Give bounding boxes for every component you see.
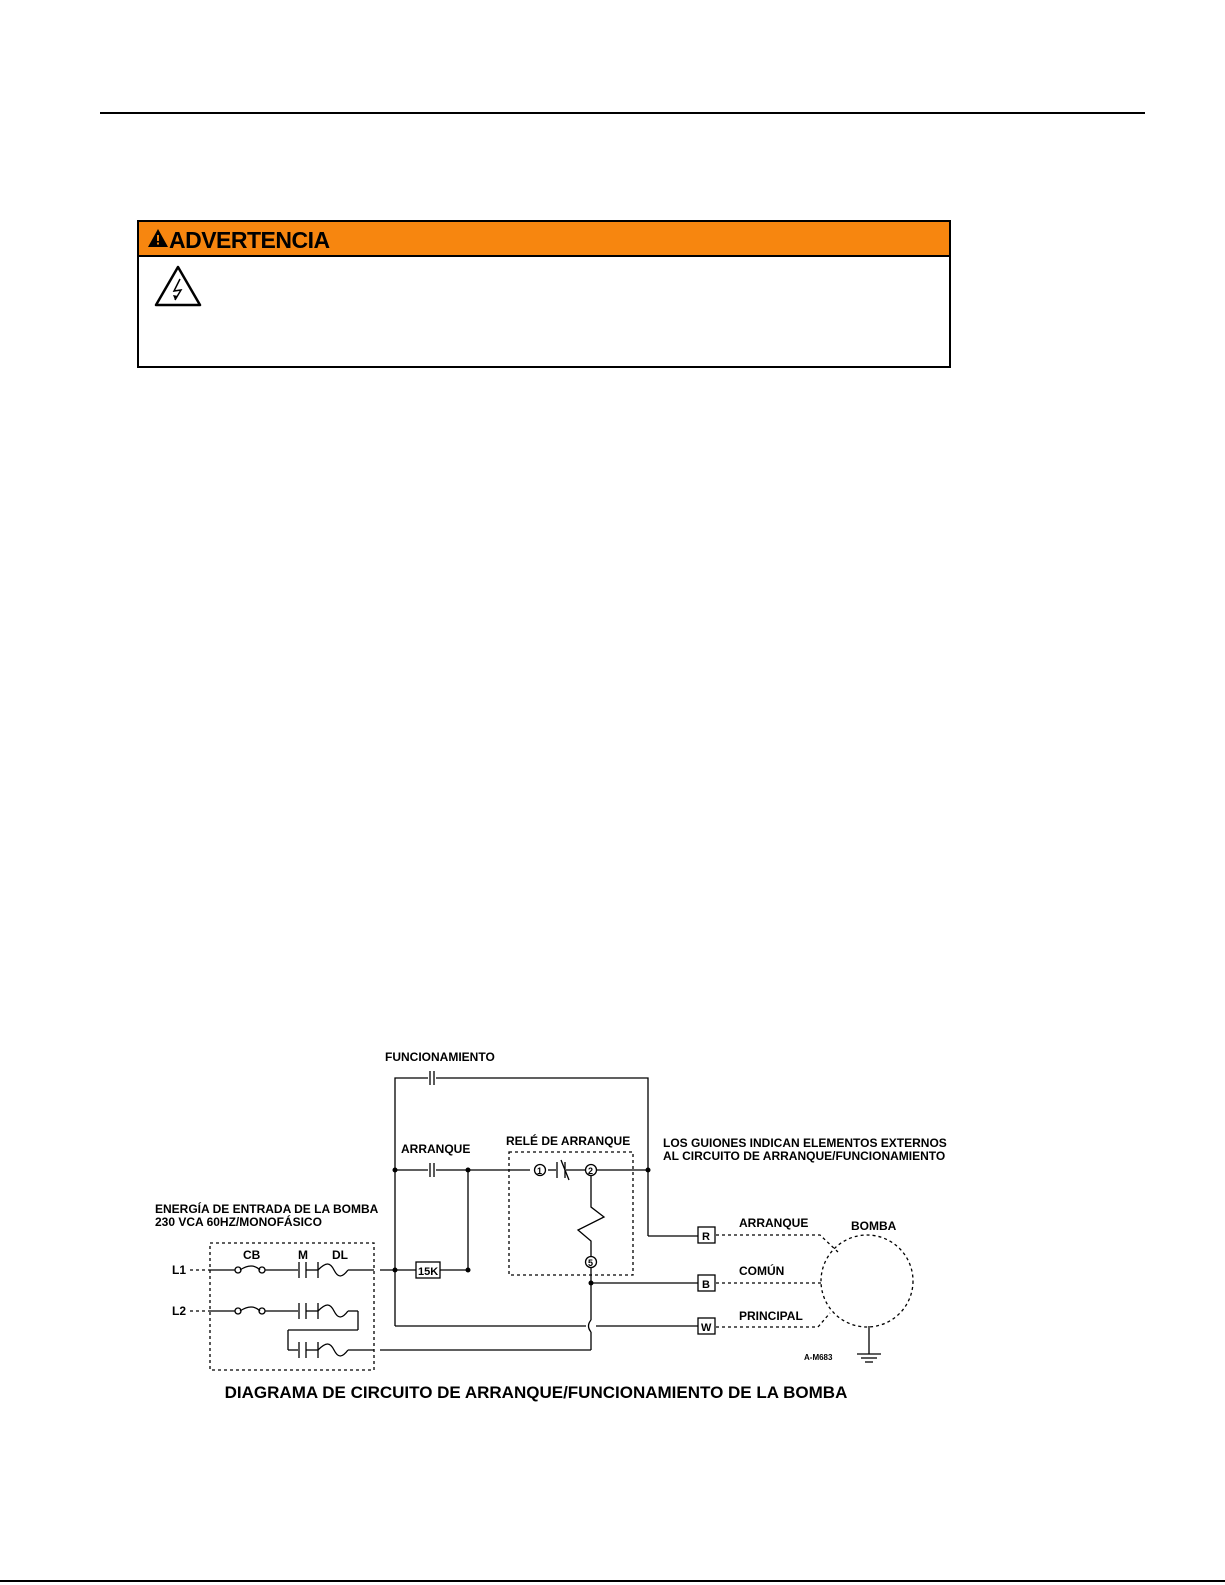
run-wire-left xyxy=(395,1078,428,1170)
label-pin5: 5 xyxy=(588,1258,594,1268)
label-motor-common: COMÚN xyxy=(739,1264,785,1278)
label-start-relay: RELÉ DE ARRANQUE xyxy=(506,1134,631,1148)
warning-header xyxy=(139,222,949,257)
pump-motor xyxy=(821,1235,913,1327)
label-cb: CB xyxy=(243,1248,261,1262)
label-l2: L2 xyxy=(172,1304,187,1318)
label-resistor: 15K xyxy=(418,1266,439,1278)
label-pin1: 1 xyxy=(537,1166,543,1176)
diagram-caption: DIAGRAMA DE CIRCUITO DE ARRANQUE/FUNCIONAMIENTO DE LA BOMBA xyxy=(224,1383,848,1402)
label-terminal-b: B xyxy=(702,1279,710,1291)
warning-title: ADVERTENCIA xyxy=(169,227,330,253)
label-power-line2: 230 VCA 60HZ/MONOFÁSICO xyxy=(155,1215,322,1229)
label-run: FUNCIONAMIENTO xyxy=(385,1050,495,1064)
warning-triangle-icon xyxy=(147,228,169,248)
label-motor-start: ARRANQUE xyxy=(739,1216,809,1230)
label-m: M xyxy=(298,1248,308,1262)
electric-shock-icon xyxy=(153,264,203,308)
label-dl: DL xyxy=(332,1248,348,1262)
label-note-line1: LOS GUIONES INDICAN ELEMENTOS EXTERNOS xyxy=(663,1136,947,1150)
relay-coil xyxy=(578,1176,604,1256)
label-power-line1: ENERGÍA DE ENTRADA DE LA BOMBA xyxy=(155,1202,379,1216)
top-rule xyxy=(100,112,1145,114)
label-pin2: 2 xyxy=(588,1166,594,1176)
run-wire-right xyxy=(436,1078,648,1170)
label-pump: BOMBA xyxy=(851,1219,897,1233)
label-terminal-w: W xyxy=(701,1322,712,1334)
label-code: A-M683 xyxy=(804,1353,833,1362)
label-motor-main: PRINCIPAL xyxy=(739,1309,803,1323)
bottom-rule xyxy=(0,1580,1225,1582)
label-note-line2: AL CIRCUITO DE ARRANQUE/FUNCIONAMIENTO xyxy=(663,1149,946,1163)
input-power-box xyxy=(210,1243,374,1370)
label-terminal-r: R xyxy=(702,1231,710,1243)
label-start: ARRANQUE xyxy=(401,1142,471,1156)
warning-box xyxy=(137,220,951,368)
label-l1: L1 xyxy=(172,1263,187,1277)
